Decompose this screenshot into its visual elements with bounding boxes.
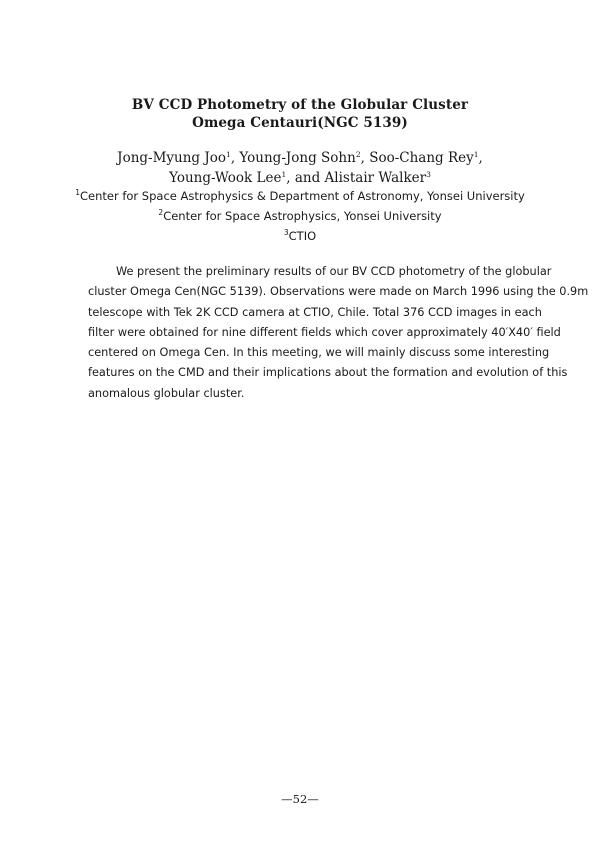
author-affiliation-mark: 2 — [355, 150, 361, 159]
page-number: —52— — [281, 792, 319, 806]
abstract-line: We present the preliminary results of our BV CCD photometry of the globular — [116, 265, 552, 278]
abstract-line: cluster Omega Cen(NGC 5139). Observations were made on March 1996 using the 0.9m — [88, 285, 589, 299]
affiliation-text: CTIO — [288, 229, 317, 243]
author-affiliation-mark: 3 — [426, 170, 431, 179]
affiliation-item — [0, 187, 600, 207]
author-name: Soo-Chang Rey — [369, 150, 474, 166]
abstract-line: anomalous globular cluster. — [88, 386, 245, 400]
affiliation-mark: 3 — [283, 228, 289, 237]
author-affiliation-mark: 1 — [226, 150, 231, 159]
author-name: Alistair Walker — [324, 170, 427, 186]
author-separator: , — [478, 150, 483, 166]
author-name: Young-Wook Lee — [169, 170, 282, 186]
author-name: Young-Jong Sohn — [239, 150, 356, 166]
author-separator: , and — [286, 170, 325, 186]
affiliation-mark: 2 — [158, 208, 164, 217]
abstract-line: features on the CMD and their implications about the formation and evolution of this — [88, 366, 568, 380]
author-separator: , — [360, 150, 370, 166]
author-affiliation-mark: 1 — [473, 150, 479, 159]
abstract-paragraph — [88, 262, 589, 404]
affiliation-item — [0, 227, 600, 247]
title-line-2: Omega Centauri(NGC 5139) — [192, 115, 408, 131]
affiliation-item — [0, 207, 600, 227]
abstract-line: centered on Omega Cen. In this meeting, we will mainly discuss some interesting — [88, 346, 550, 360]
author-line-2 — [0, 169, 600, 189]
paper-title — [0, 96, 600, 132]
affiliation-list — [0, 187, 600, 247]
author-affiliation-mark: 1 — [281, 170, 287, 179]
author-line-1 — [0, 149, 600, 169]
author-separator: , — [230, 150, 240, 166]
abstract-line: filter were obtained for nine different fields which cover approximately 40′X40′ field — [88, 325, 561, 339]
author-name: Jong-Myung Joo — [117, 150, 227, 166]
affiliation-text: Center for Space Astrophysics, Yonsei University — [163, 209, 442, 223]
affiliation-mark: 1 — [75, 188, 80, 197]
abstract-line: telescope with Tek 2K CCD camera at CTIO, Chile. Total 376 CCD images in each — [88, 305, 542, 319]
title-line-1: BV CCD Photometry of the Globular Cluster — [131, 97, 469, 113]
author-list — [0, 149, 600, 189]
affiliation-text: Center for Space Astrophysics & Department of Astronomy, Yonsei University — [79, 189, 525, 203]
